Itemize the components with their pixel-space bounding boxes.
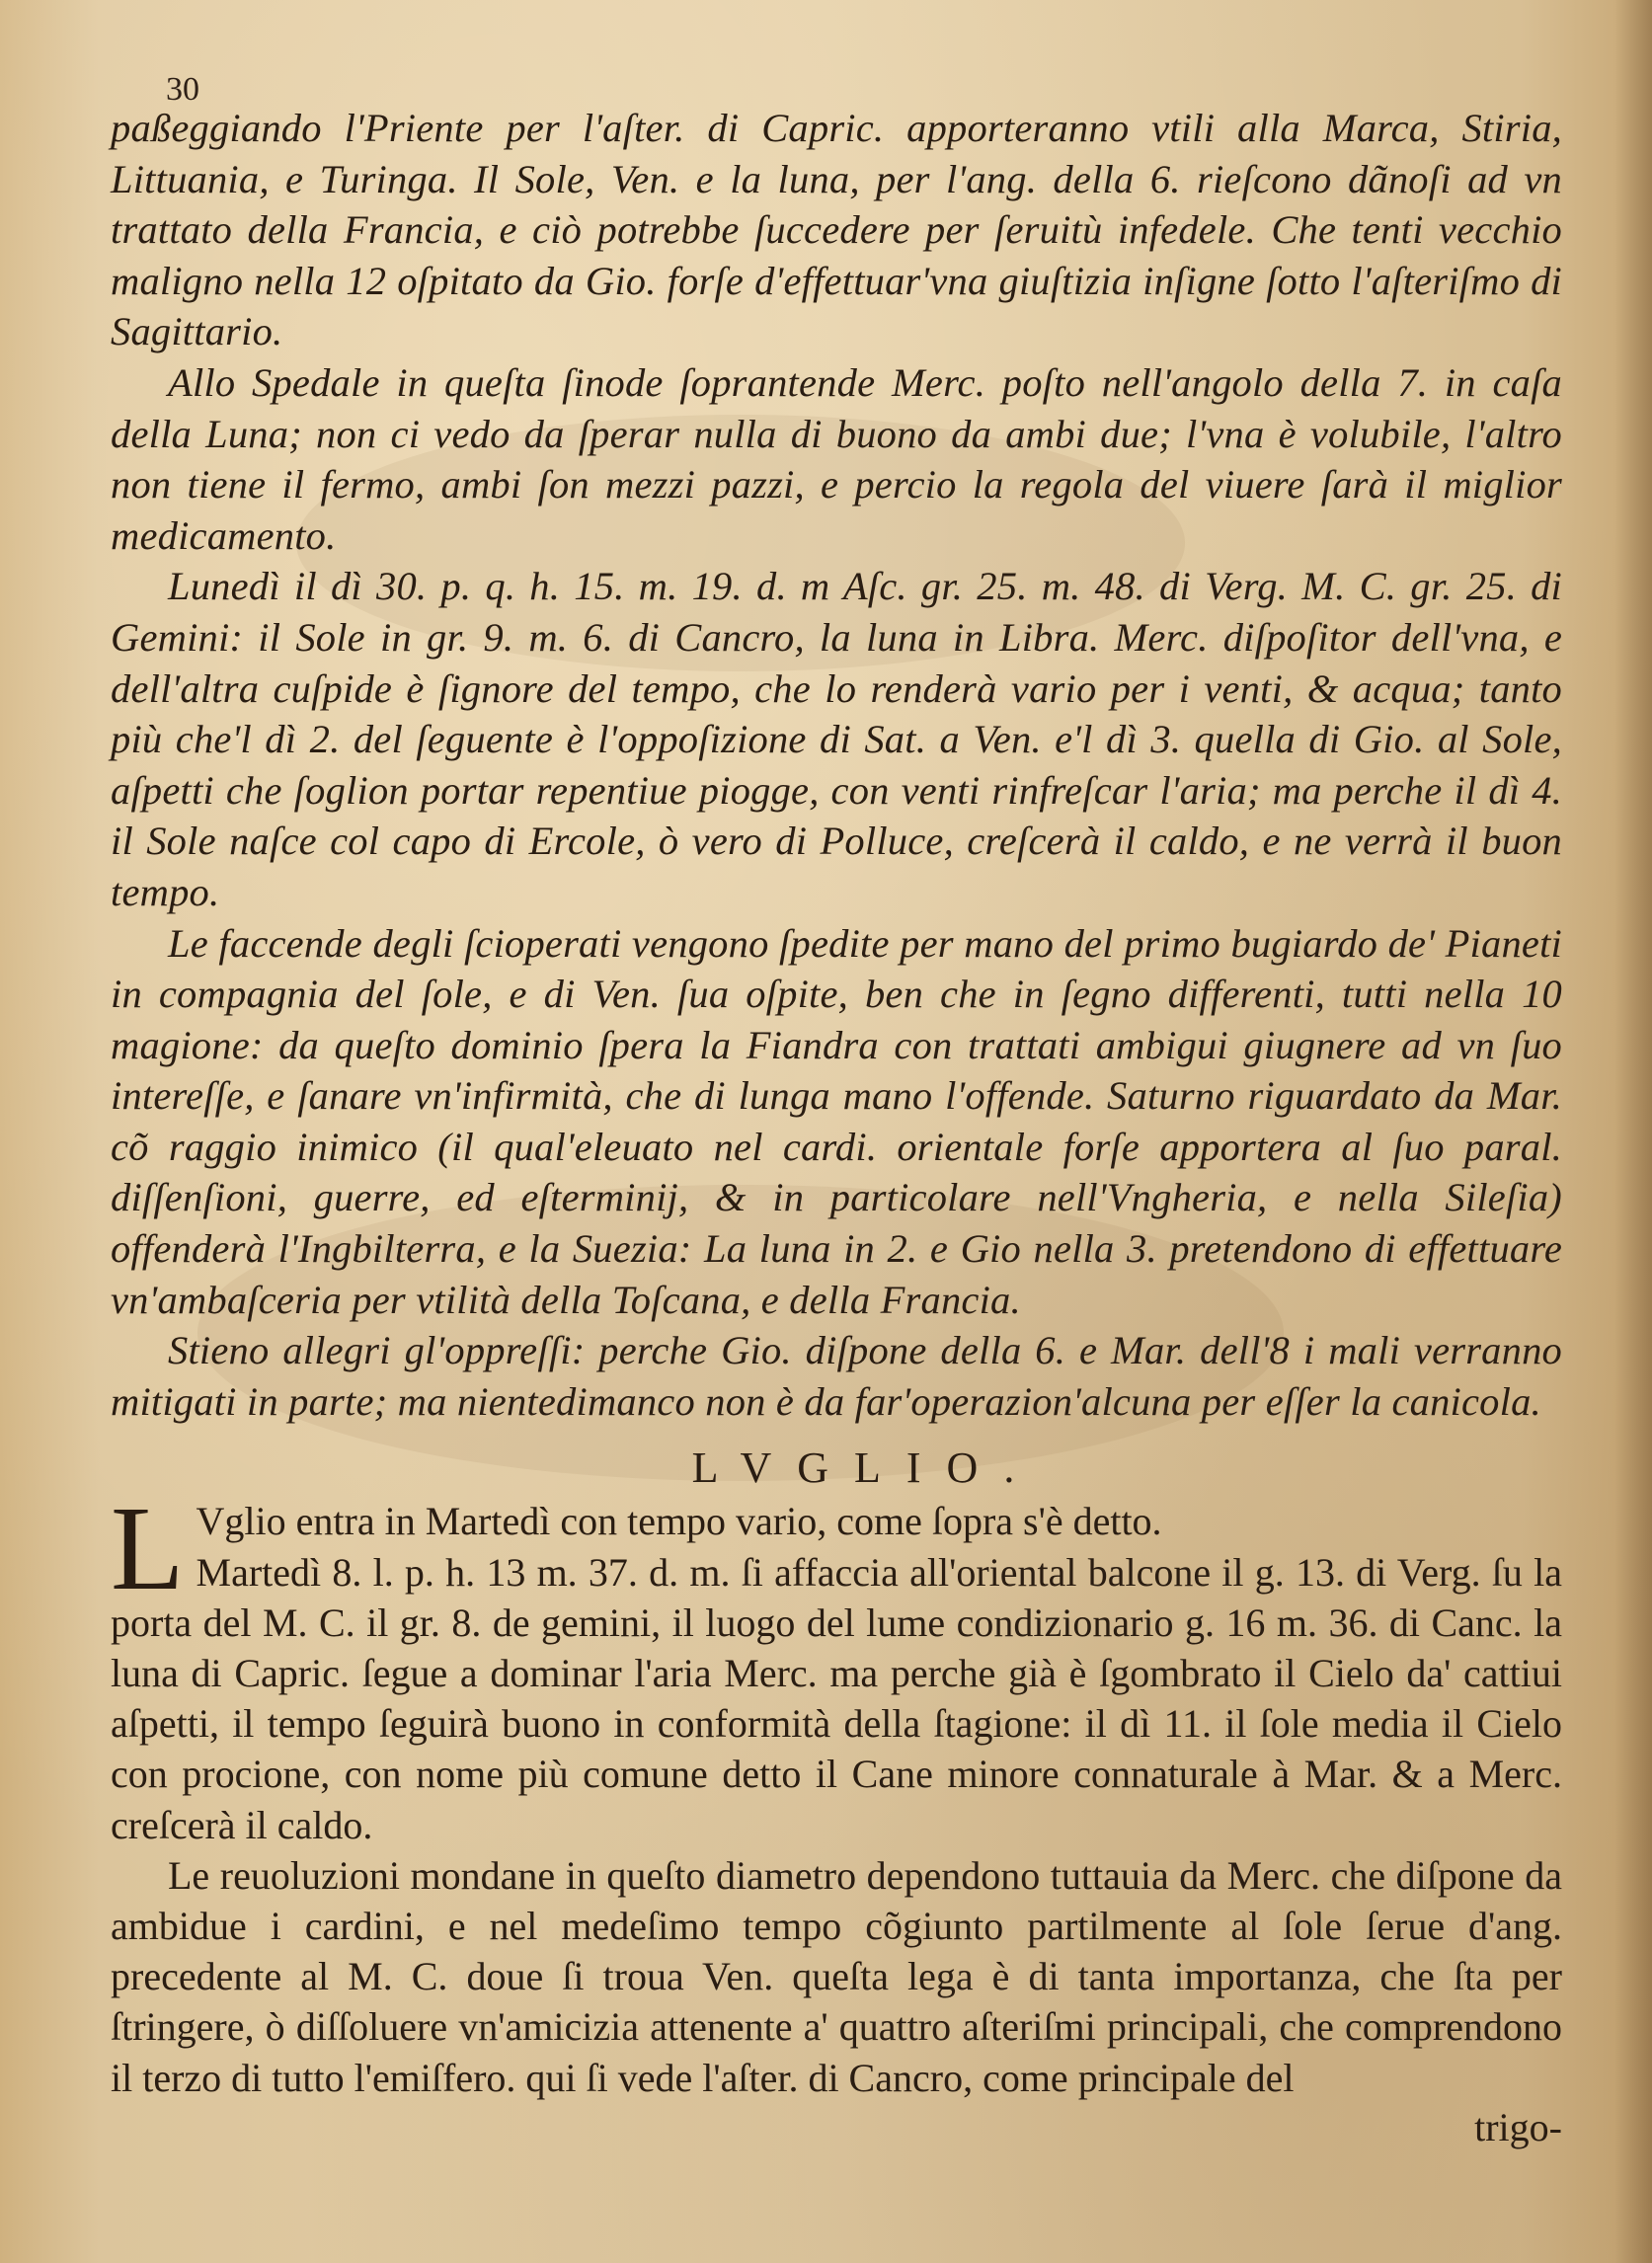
drop-cap: L — [111, 1482, 185, 1616]
paragraph: Martedì 8. l. p. h. 13 m. 37. d. m. ſi affaccia all'oriental balcone il g. 13. di Verg. ſu la porta del M. C. il gr. 8. de gemini, il luogo del lume condizionario g. 16 m. 36. di Canc. la luna di Capric. ſegue a dominar l'aria Merc. ma perche già è ſgombrato il Cielo da' cattiui aſpetti, il tempo ſeguirà buono in conformità della ſtagione: il dì 11. il ſole media il Cielo con procione, con nome più comune detto il Cane minore connaturale à Mar. & a Merc. creſcerà il caldo. — [111, 1549, 1562, 1847]
page-gutter-shadow — [1614, 0, 1652, 2263]
paragraph: Le faccende degli ſcioperati vengono ſpedite per mano del primo bugiardo de' Pianeti in compagnia del ſole, e di Ven. ſua oſpite, ben che in ſegno differenti, tutti nella 10 magione: da queſto dominio ſpera la Fiandra con trattati ambigui giugnere ad vn ſuo intereſſe, e ſanare vn'infirmità, che di lunga mano l'offende. Saturno riguardato da Mar. cõ raggio inimico (il qual'eleuato nel cardi. orientale forſe apportera al ſuo paral. diſſenſioni, guerre, ed eſterminij, & in particolare nell'Vngheria, e nella Sileſia) offenderà l'Ingbilterra, e la Suezia: La luna in 2. e Gio nella 3. pretendono di effettuare vn'ambaſceria per vtilità della Toſcana, e della Francia. — [111, 920, 1562, 1322]
month-heading: LVGLIO. — [691, 1444, 1041, 1493]
paragraph: Le reuoluzioni mondane in queſto diametro dependono tuttauia da Merc. che diſpone da ambidue i cardini, e nel medeſimo tempo cõgiunto partilmente al ſole ſerue d'ang. precedente al M. C. doue ſi troua Ven. queſta lega è di tanta importanza, che ſta per ſtringere, ò diſſoluere vn'amicizia attenente a' quattro aſteriſmi principali, che comprendono il terzo di tutto l'emiſfero. qui ſi vede l'aſter. di Cancro, come principale del — [111, 1852, 1562, 2100]
paragraph: Lunedì il dì 30. p. q. h. 15. m. 19. d. m Aſc. gr. 25. m. 48. di Verg. M. C. gr. 25. di Gemini: il Sole in gr. 9. m. 6. di Cancro, la luna in Libra. Merc. diſpoſitor dell'vna, e dell'altra cuſpide è ſignore del tempo, che lo renderà vario per i venti, & acqua; tanto più che'l dì 2. del ſeguente è l'oppoſizione di Sat. a Ven. e'l dì 3. quella di Gio. al Sole, aſpetti che ſoglion portar repentiue piogge, con venti rinfreſcar l'aria; ma perche il dì 4. il Sole naſce col capo di Ercole, ò vero di Polluce, creſcerà il caldo, e ne verrà il buon tempo. — [111, 564, 1562, 914]
paragraph: Stieno allegri gl'oppreſſi: perche Gio. diſpone della 6. e Mar. dell'8 i mali verranno mitigati in parte; ma nientedimanco non è da far'operazion'alcuna per eſſer la canicola. — [111, 1328, 1562, 1424]
catchword: trigo- — [1474, 2104, 1562, 2149]
body-text — [111, 103, 1562, 2152]
paragraph: Vglio entra in Martedì con tempo vario, come ſopra s'è detto. — [196, 1499, 1162, 1544]
italic-section — [111, 103, 1562, 1427]
page-number: 30 — [166, 71, 199, 108]
paragraph: paßeggiando l'Priente per l'aſter. di Capric. apporteranno vtili alla Marca, Stiria, Littuania, e Turinga. Il Sole, Ven. e la luna, per l'ang. della 6. rieſcono dãnoſi ad vn trattato della Francia, e ciò potrebbe ſuccedere per ſeruitù infedele. Che tenti vecchio maligno nella 12 oſpitato da Gio. forſe d'effettuar'vna giuſtizia inſigne ſotto l'aſteriſmo di Sagittario. — [111, 106, 1562, 354]
roman-section — [111, 1482, 1562, 2151]
paragraph: Allo Spedale in queſta ſinode ſoprantende Merc. poſto nell'angolo della 7. in caſa della Luna; non ci vedo da ſperar nulla di buono da ambi due; l'vna è volubile, l'altro non tiene il fermo, ambi ſon mezzi pazzi, e percio la regola del viuere ſarà il miglior medicamento. — [111, 359, 1562, 558]
